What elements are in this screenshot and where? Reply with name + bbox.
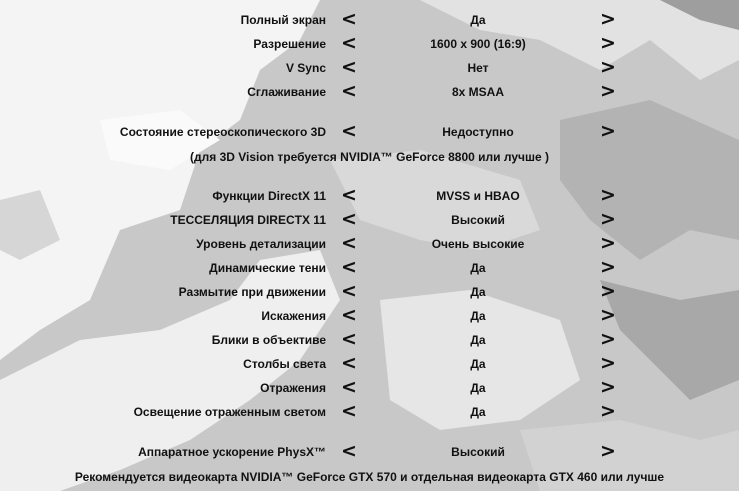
next-option-arrow-icon[interactable]: > bbox=[600, 280, 616, 302]
setting-value: Недоступно bbox=[442, 125, 514, 139]
setting-value: Да bbox=[470, 261, 486, 275]
setting-row bbox=[0, 9, 739, 31]
previous-option-arrow-icon[interactable]: < bbox=[341, 232, 357, 254]
previous-option-arrow-icon[interactable]: < bbox=[341, 304, 357, 326]
previous-option-arrow-icon[interactable]: < bbox=[341, 256, 357, 278]
setting-value: 1600 x 900 (16:9) bbox=[430, 37, 526, 51]
setting-value: Нет bbox=[467, 61, 489, 75]
setting-value: Да bbox=[470, 285, 486, 299]
setting-value: Да bbox=[470, 13, 486, 27]
previous-option-arrow-icon[interactable]: < bbox=[341, 280, 357, 302]
previous-option-arrow-icon[interactable]: < bbox=[341, 440, 357, 462]
setting-label: Уровень детализации bbox=[196, 237, 326, 251]
next-option-arrow-icon[interactable]: > bbox=[600, 376, 616, 398]
setting-row bbox=[0, 329, 739, 351]
setting-value: Очень высокие bbox=[431, 237, 525, 251]
setting-label: V Sync bbox=[285, 61, 326, 75]
setting-value: Да bbox=[470, 381, 486, 395]
setting-label: Состояние стереоскопического 3D bbox=[119, 125, 326, 139]
setting-value: MVSS и HBAO bbox=[436, 189, 520, 203]
setting-label: Динамические тени bbox=[209, 261, 326, 275]
setting-value: Высокий bbox=[451, 213, 505, 227]
setting-row bbox=[0, 121, 739, 143]
setting-row bbox=[0, 33, 739, 55]
setting-value: Да bbox=[470, 309, 486, 323]
setting-label: Отражения bbox=[260, 381, 326, 395]
stereo-requirement-note: (для 3D Vision требуется NVIDIA™ GeForce 8800 или лучше ) bbox=[190, 150, 549, 164]
next-option-arrow-icon[interactable]: > bbox=[600, 232, 616, 254]
setting-label: ТЕССЕЛЯЦИЯ DIRECTX 11 bbox=[170, 213, 326, 227]
previous-option-arrow-icon[interactable]: < bbox=[341, 80, 357, 102]
setting-row bbox=[0, 353, 739, 375]
next-option-arrow-icon[interactable]: > bbox=[600, 8, 616, 30]
next-option-arrow-icon[interactable]: > bbox=[600, 304, 616, 326]
setting-row bbox=[0, 257, 739, 279]
setting-row bbox=[0, 281, 739, 303]
setting-value: Да bbox=[470, 357, 486, 371]
next-option-arrow-icon[interactable]: > bbox=[600, 440, 616, 462]
setting-value: 8x MSAA bbox=[451, 85, 504, 99]
setting-row bbox=[0, 401, 739, 423]
next-option-arrow-icon[interactable]: > bbox=[600, 328, 616, 350]
next-option-arrow-icon[interactable]: > bbox=[600, 256, 616, 278]
setting-value: Да bbox=[470, 333, 486, 347]
next-option-arrow-icon[interactable]: > bbox=[600, 80, 616, 102]
previous-option-arrow-icon[interactable]: < bbox=[341, 56, 357, 78]
next-option-arrow-icon[interactable]: > bbox=[600, 400, 616, 422]
previous-option-arrow-icon[interactable]: < bbox=[341, 376, 357, 398]
next-option-arrow-icon[interactable]: > bbox=[600, 208, 616, 230]
previous-option-arrow-icon[interactable]: < bbox=[341, 184, 357, 206]
setting-value: Высокий bbox=[451, 445, 505, 459]
setting-row bbox=[0, 185, 739, 207]
setting-row bbox=[0, 305, 739, 327]
setting-label: Сглаживание bbox=[247, 85, 326, 99]
previous-option-arrow-icon[interactable]: < bbox=[341, 328, 357, 350]
setting-label: Столбы света bbox=[243, 357, 326, 371]
next-option-arrow-icon[interactable]: > bbox=[600, 184, 616, 206]
next-option-arrow-icon[interactable]: > bbox=[600, 352, 616, 374]
previous-option-arrow-icon[interactable]: < bbox=[341, 32, 357, 54]
setting-row bbox=[0, 233, 739, 255]
setting-label: Разрешение bbox=[253, 37, 326, 51]
next-option-arrow-icon[interactable]: > bbox=[600, 32, 616, 54]
setting-label: Освещение отраженным светом bbox=[133, 405, 326, 419]
previous-option-arrow-icon[interactable]: < bbox=[341, 120, 357, 142]
setting-label: Полный экран bbox=[240, 13, 326, 27]
setting-row bbox=[0, 57, 739, 79]
physx-recommendation-note: Рекомендуется видеокарта NVIDIA™ GeForce GTX 570 и отдельная видеокарта GTX 460 или лучше bbox=[74, 470, 665, 484]
setting-row bbox=[0, 377, 739, 399]
setting-label: Искажения bbox=[261, 309, 326, 323]
previous-option-arrow-icon[interactable]: < bbox=[341, 208, 357, 230]
previous-option-arrow-icon[interactable]: < bbox=[341, 352, 357, 374]
next-option-arrow-icon[interactable]: > bbox=[600, 120, 616, 142]
setting-label: Аппаратное ускорение PhysX™ bbox=[138, 445, 326, 459]
setting-label: Функции DirectX 11 bbox=[212, 189, 326, 203]
setting-label: Размытие при движении bbox=[178, 285, 326, 299]
previous-option-arrow-icon[interactable]: < bbox=[341, 400, 357, 422]
setting-row bbox=[0, 81, 739, 103]
previous-option-arrow-icon[interactable]: < bbox=[341, 8, 357, 30]
setting-value: Да bbox=[470, 405, 486, 419]
setting-row bbox=[0, 209, 739, 231]
setting-label: Блики в объективе bbox=[211, 333, 326, 347]
next-option-arrow-icon[interactable]: > bbox=[600, 56, 616, 78]
setting-row bbox=[0, 441, 739, 463]
